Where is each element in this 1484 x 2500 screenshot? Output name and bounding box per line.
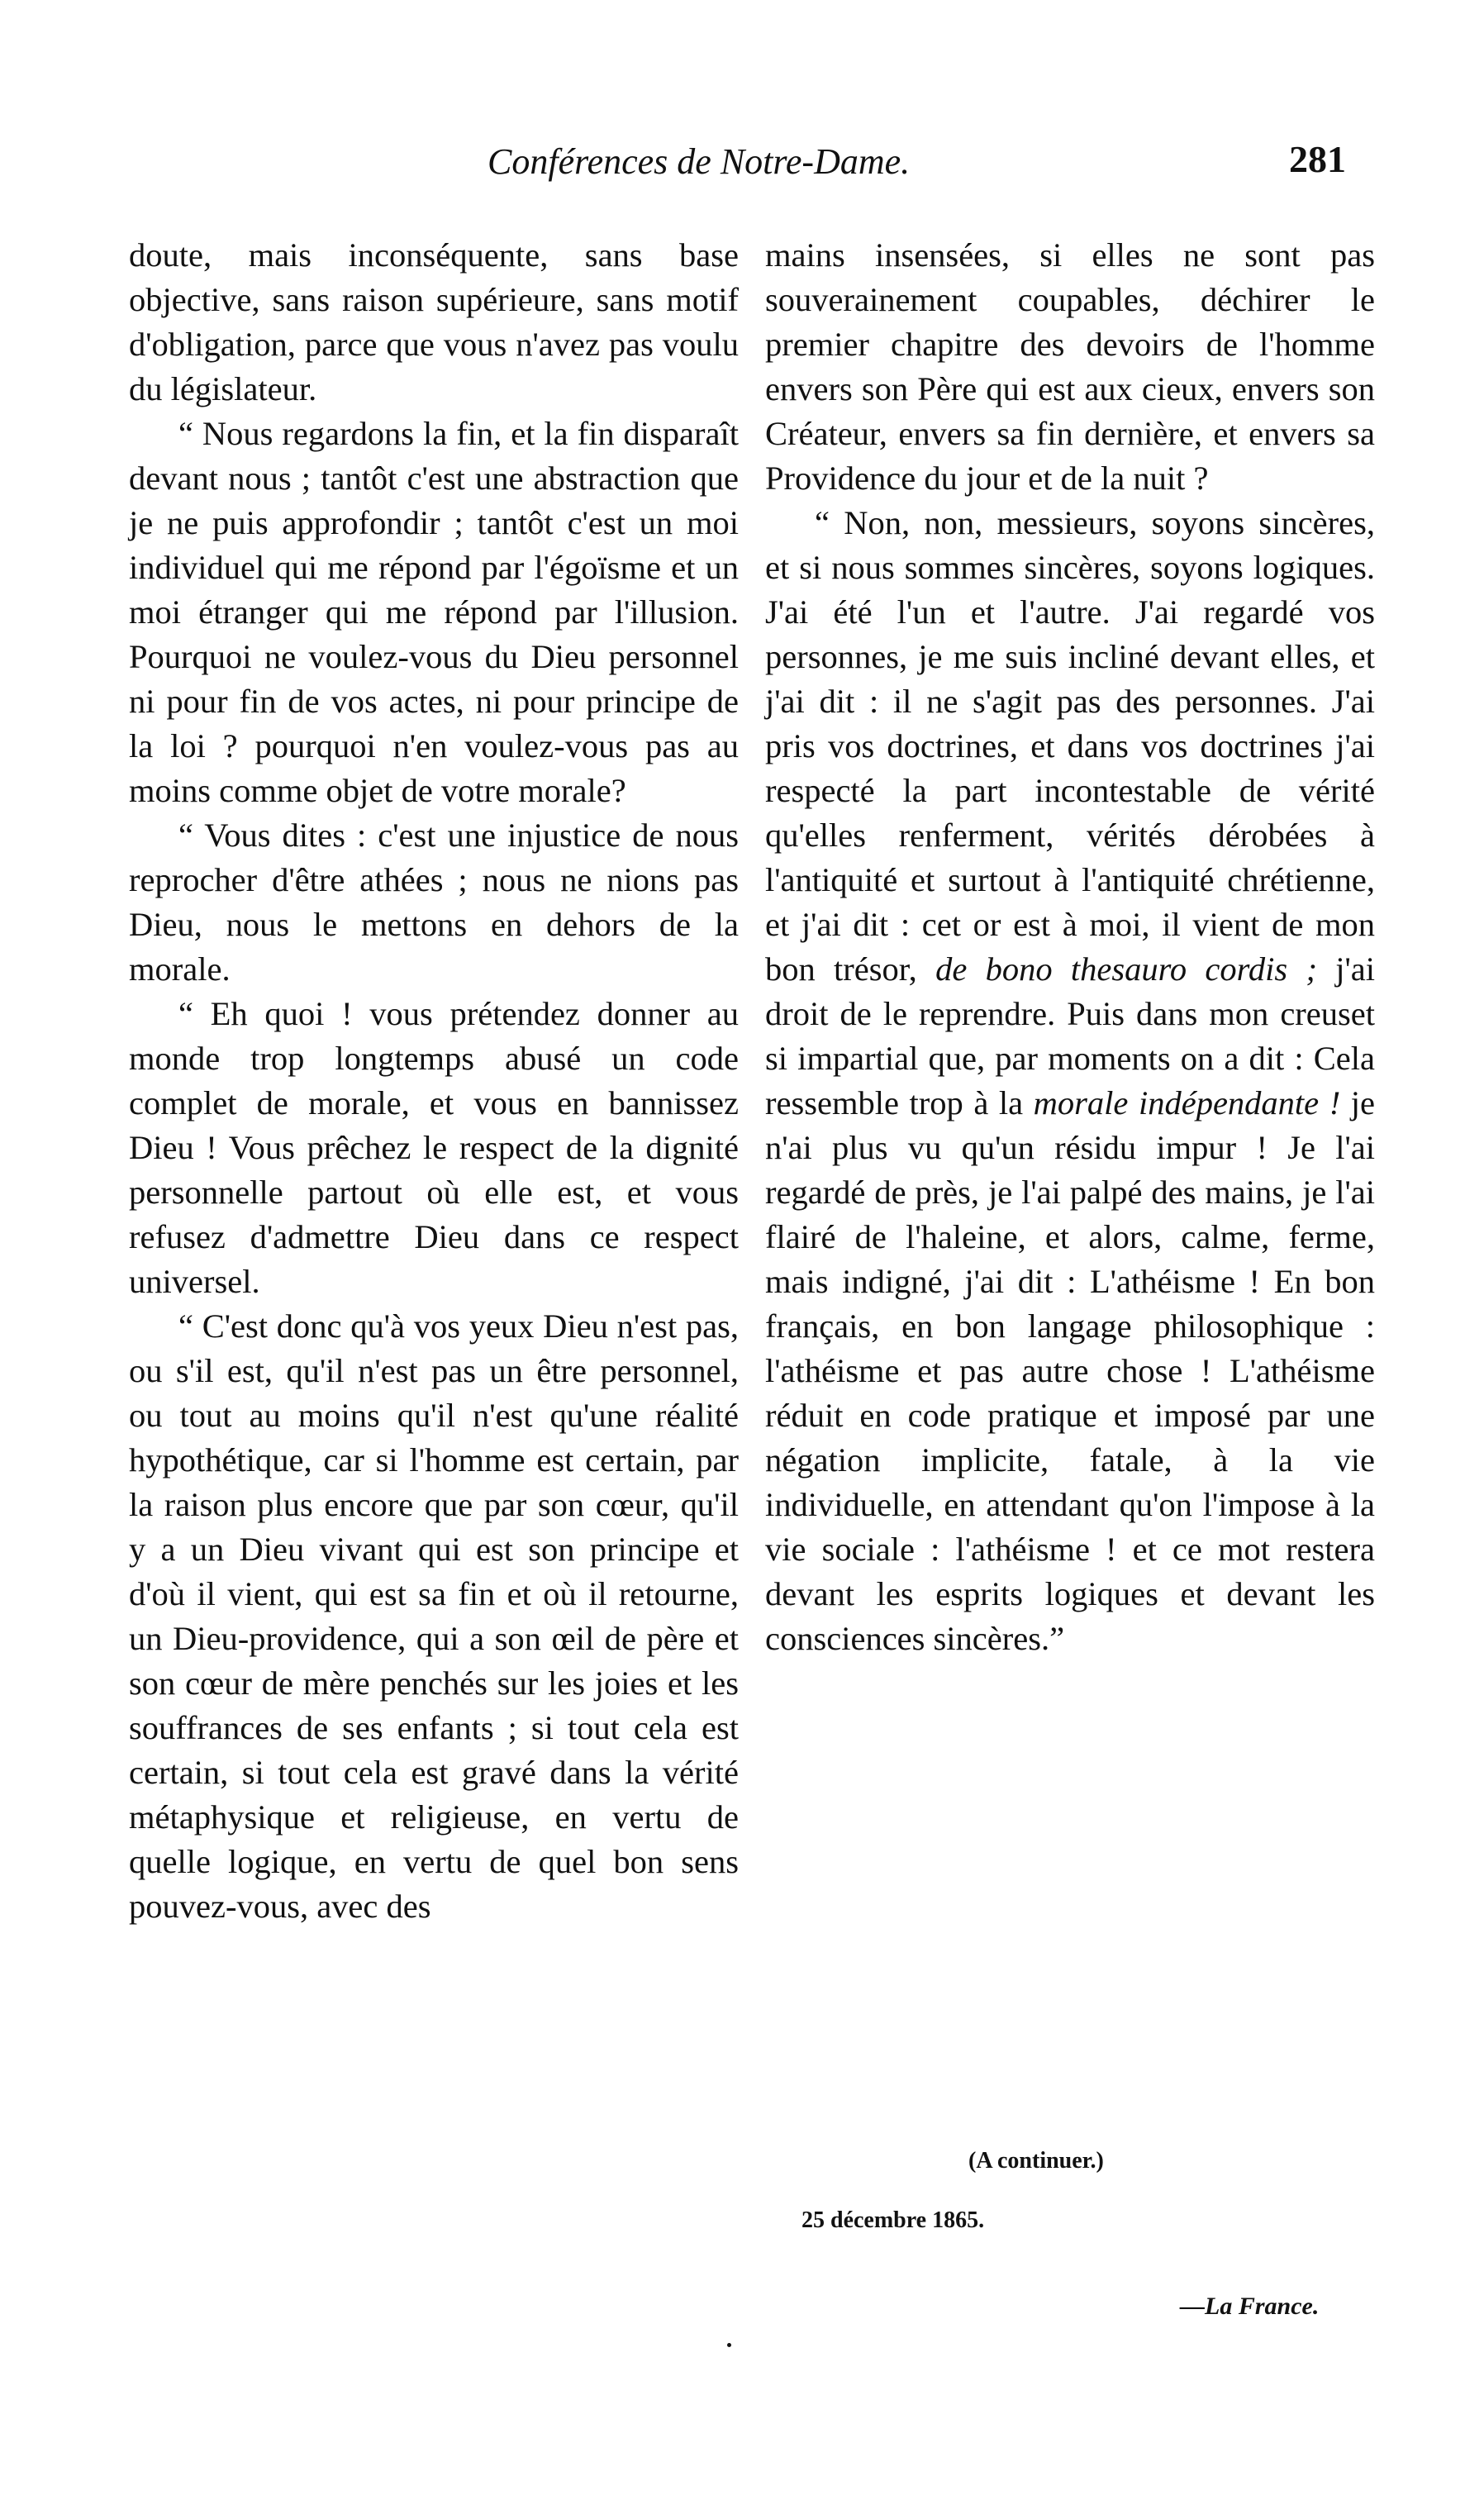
running-title: Conférences de Notre-Dame.	[488, 141, 911, 182]
continue-note: (A continuer.)	[968, 2148, 1104, 2174]
right-column	[765, 233, 1375, 1661]
text-run: je n'ai plus vu qu'un résidu impur ! Je l'ai regardé de près, je l'ai palpé des mains, je l'ai flairé de l'haleine, et alors, calme, ferme, mais indigné, j'ai dit : L'athéisme ! En bon français, en bon langage philosophique : l'athéisme et pas autre chose ! L'athéisme réduit en code pratique et imposé par une négation implicite, fatale, à la vie individuelle, en attendant qu'on l'impose à la vie sociale : l'athéisme ! et ce mot restera devant les esprits logiques et devant les consciences sincères.”	[765, 1084, 1376, 1657]
paragraph: doute, mais inconséquente, sans base objective, sans raison supérieure, sans motif d'obligation, parce que vous n'avez pas voulu du législateur.	[129, 236, 739, 407]
print-speck	[727, 2343, 731, 2347]
paragraph: mains insensées, si elles ne sont pas souverainement coupables, déchirer le premier chapitre des devoirs de l'homme envers son Père qui est aux cieux, envers son Créateur, envers sa fin dernière, et envers sa Providence du jour et de la nuit ?	[765, 236, 1375, 497]
latin-quote: de bono thesauro cordis ;	[935, 950, 1317, 988]
page-number: 281	[1289, 138, 1346, 180]
text-run: j'ai droit de le reprendre. Puis dans mon creuset si impartial que, par moments on a dit : Cela ressemble trop à la	[765, 950, 1376, 1121]
source-credit: —La France.	[1180, 2293, 1320, 2320]
paragraph: “ Vous dites : c'est une injustice de nous reprocher d'être athées ; nous ne nions pas Dieu, nous le mettons en dehors de la morale.	[129, 817, 739, 988]
left-column	[129, 233, 739, 1929]
paragraph: “ Nous regardons la fin, et la fin disparaît devant nous ; tantôt c'est une abstraction que je ne puis approfondir ; tantôt c'est un moi individuel qui me répond par l'égoïsme et un moi étranger qui me répond par l'illusion. Pourquoi ne voulez-vous du Dieu personnel ni pour fin de vos actes, ni pour principe de la loi ? pourquoi n'en voulez-vous pas au moins comme objet de votre morale?	[129, 415, 739, 809]
paragraph: “ Eh quoi ! vous prétendez donner au monde trop longtemps abusé un code complet de morale, et vous en bannissez Dieu ! Vous prêchez le respect de la dignité personnelle partout où elle est, et vous refusez d'admettre Dieu dans ce respect universel.	[129, 995, 739, 1300]
italic-phrase: morale indépendante !	[1033, 1084, 1341, 1121]
paragraph: “ C'est donc qu'à vos yeux Dieu n'est pas, ou s'il est, qu'il n'est pas un être personnel, ou tout au moins qu'il n'est qu'une réalité hypothétique, car si l'homme est certain, par la raison plus encore que par son cœur, qu'il y a un Dieu vivant qui est son principe et d'où il vient, qui est sa fin et où il retourne, un Dieu-providence, qui a son œil de père et son cœur de mère penchés sur les joies et les souffrances de ses enfants ; si tout cela est certain, si tout cela est gravé dans la vérité métaphysique et religieuse, en vertu de quelle logique, en vertu de quel bon sens pouvez-vous, avec des	[129, 1307, 739, 1925]
text-run: “ Non, non, messieurs, soyons sincères, et si nous sommes sincères, soyons logiques. J'ai été l'un et l'autre. J'ai regardé vos personnes, je me suis incliné devant elles, et j'ai dit : il ne s'agit pas des personnes. J'ai pris vos doctrines, et dans vos doctrines j'ai respecté la part incontestable de vérité qu'elles renferment, vérités dérobées à l'antiquité et surtout à l'antiquité chrétienne, et j'ai dit : cet or est à moi, il vient de mon bon trésor,	[765, 504, 1375, 988]
paragraph	[765, 501, 1375, 1661]
date-line: 25 décembre 1865.	[801, 2207, 985, 2233]
